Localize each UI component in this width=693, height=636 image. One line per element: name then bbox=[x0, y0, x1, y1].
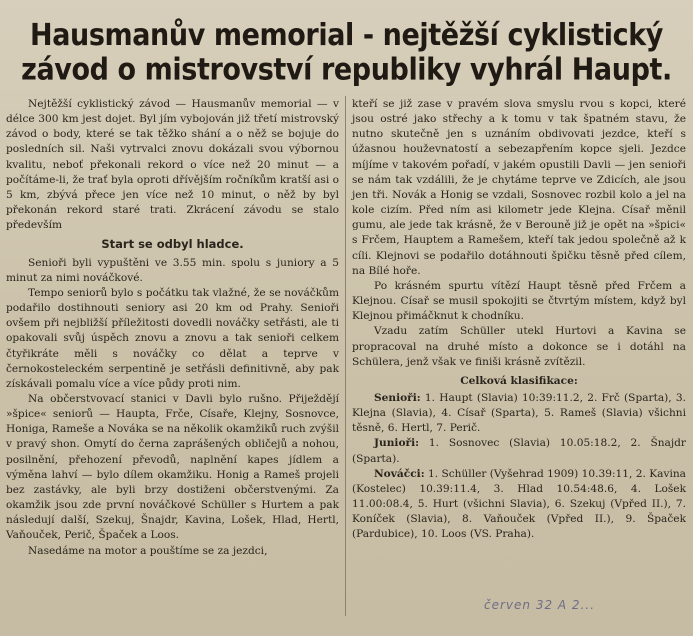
motor-paragraph: Nasedáme na motor a pouštíme se za jezdci, bbox=[28, 544, 268, 557]
juniors-results bbox=[352, 436, 686, 466]
intro-paragraph: Nejtěžší cyklistický závod — Hausmanův memorial — v délce 300 km jest dojet. Byl jím vybojován již třetí mistrovský závod o body, které se tak těžko shání a o něž se bojuje do posledních sil. Naši vytrvalci znovu dokázali svou výbornou kvalitu, neboť překonali rekord o více než 20 minut — a počítáme-li, že trať byla oproti dřívějším ročníkům kratší asi o 5 km, zbývá přece jen více než 10 minut, o něž by byl překonán rekord staré trati. Zkrácení závodu se stalo především bbox=[6, 98, 339, 232]
results-heading: Celková klasifikace: bbox=[460, 374, 578, 387]
seniors-results bbox=[352, 391, 686, 436]
seniors-label: Senioři: bbox=[374, 391, 421, 404]
novices-results bbox=[352, 467, 686, 543]
station-paragraph: Na občerstvovací stanici v Davli bylo rušno. Přiježdějí »špice« seniorů — Haupta, Frče, Císaře, Klejny, Sosnovce, Honiga, Rameše a Nováka se na několik okamžiků ruch zvýšil v pravý shon. Omytí do černa zaprášených obličejů a nohou, posilnění, přehození převodů, naplnění kapes jídlem a výměna lahví — bylo dílem okamžiku. Honig a Rameš projeli bez zastávky, ale byli brzy dostiženi občerstvenými. Za okamžik jsou zde první nováčkové Schüller s Hurtem a pak následují další, Szekuj, Šnajdr, Kavina, Lošek, Hlad, Hertl, Vaňouček, Perič, Špaček a Loos. bbox=[6, 392, 339, 542]
novices-label: Nováčci: bbox=[374, 467, 425, 480]
headline: Hausmanův memorial - nejtěžší cyklistický závod o mistrovství republiky vyhrál Haupt. bbox=[21, 18, 672, 88]
continuation-paragraph: kteří se již zase v pravém slova smyslu rvou s kopci, které jsou ostré jako střechy a k tomu v tak špatném stavu, že nutno skutečně jen s uznáním obdivovati jezdce, kteří s úžasnou houževnatostí a sebezapřením kopce sjeli. Jezdce míjíme v takovém pořadí, v jakém opustili Davli — jen senioři se nám tak vzdálili, že je chytáme teprve ve Zdicích, ale jsou jen tři. Novák a Honig se vzdali, Sosnovec rozbil kolo a jel na kole cizím. Před ním asi kilometr jede Klejna. Císař měnil gumu, ale jede tak krásně, že v Berouně již je opět na »špici« s Frčem, Hauptem a Ramešem, kteří tak jedou společně až k cíli. Klejnovi se podařilo dotáhnouti špičku těsně před cílem, na Bílé hoře. bbox=[352, 98, 686, 277]
seniors-text: 1. Haupt (Slavia) 10:39:11.2, 2. Frč (Sparta), 3. Klejna (Slavia), 4. Císař (Sparta), 5. Rameš (Slavia) všichni těsně, 6. Hertl, 7. Perič. bbox=[352, 391, 686, 435]
section-heading: Start se odbyl hladce. bbox=[101, 237, 244, 252]
novices-race-paragraph: Vzadu zatím Schüller utekl Hurtovi a Kavina se propracoval na druhé místo a dokonce se i dotáhl na Schülera, jenž však ve finiši krásně zvítězil. bbox=[352, 325, 686, 368]
juniors-text: 1. Sosnovec (Slavia) 10.05:18.2, 2. Šnajdr (Sparta). bbox=[352, 437, 686, 465]
archive-pencil-note: červen 32 A 2... bbox=[484, 598, 596, 612]
novices-text: 1. Schüller (Vyšehrad 1909) 10.39:11, 2. Kavina (Kostelec) 10.39:11.4, 3. Hlad 10.54:48.6, 4. Lošek 11.00:08.4, 5. Hurt (všichni Slavia), 6. Szekuj (Vpřed II.), 7. Koníček (Slavia), 8. Vaňouček (Vpřed II.), 9. Špaček (Pardubice), 10. Loos (VS. Praha). bbox=[352, 467, 686, 541]
right-column bbox=[352, 97, 686, 543]
left-column bbox=[6, 97, 339, 559]
tempo-paragraph: Tempo seniorů bylo s počátku tak vlažné, že se nováčkům podařilo dostihnouti seniory asi 20 km od Prahy. Senioři ovšem při nejbližší příležitosti dovedli nováčky setřásti, ale ti opakovali svůj úspěch znovu a znovu a tak senioři celkem čtyřikráte měli s nováčky co dělat a teprve v černokosteleckém serpentině je setřásli definitivně, aby pak získávali pomalu více a více půdy proti nim. bbox=[6, 286, 339, 390]
spurt-paragraph: Po krásném spurtu vítězí Haupt těsně před Frčem a Klejnou. Císař se musil spokojiti se čtvrtým místem, když byl Klejnou přimáčknut k chodníku. bbox=[352, 279, 686, 323]
juniors-label: Junioři: bbox=[374, 437, 420, 450]
column-divider bbox=[345, 96, 346, 616]
start-paragraph: Senioři byli vypuštěni ve 3.55 min. spolu s juniory a 5 minut za nimi nováčkové. bbox=[6, 256, 339, 284]
